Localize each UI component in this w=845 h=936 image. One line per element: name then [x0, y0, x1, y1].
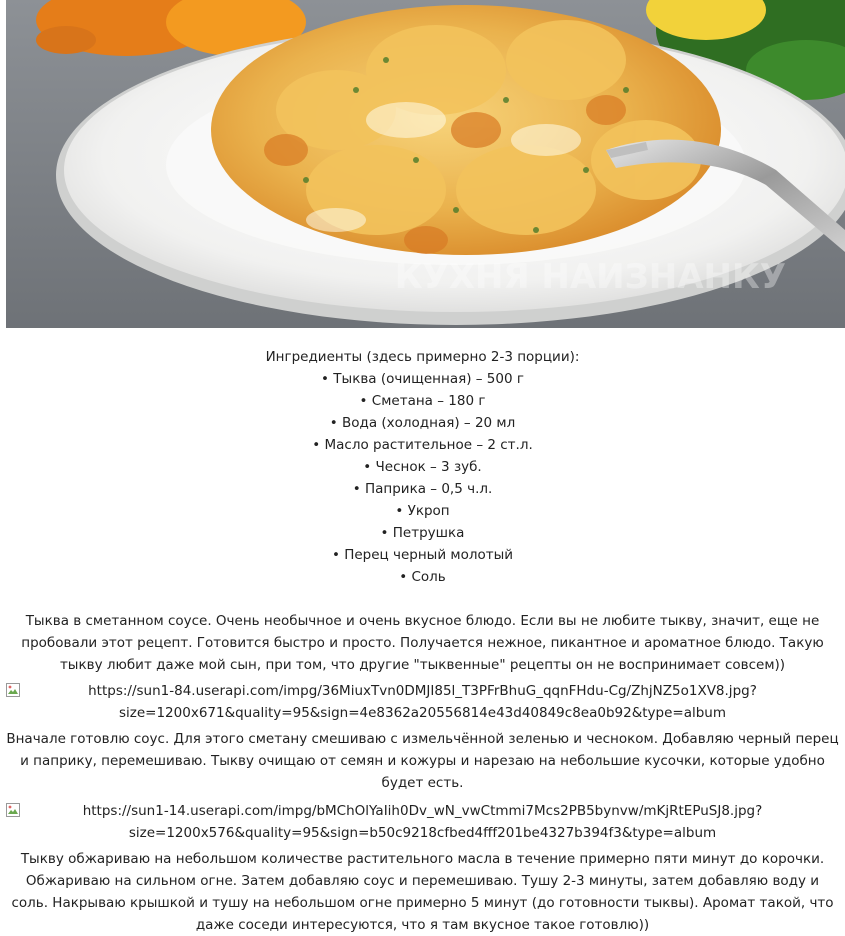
broken-image-icon [6, 803, 20, 817]
ingredient-item: • Соль [399, 569, 446, 585]
article-body [0, 346, 845, 936]
ingredients-list [0, 368, 845, 588]
ingredient-item: • Укроп [395, 503, 450, 519]
ingredient-item: • Паприка – 0,5 ч.л. [352, 481, 493, 497]
ingredient-item: • Сметана – 180 г [359, 393, 486, 409]
step2-paragraph: Тыкву обжариваю на небольшом количестве растительного масла в течение примерно пяти минут до корочки. Обжариваю на сильном огне. Затем добавляю соус и перемешиваю. Тушу 2-3 минуты, затем добавляю воду и соль. Накрываю крышкой и тушу на небольшом огне примерно 5 минут (до готовности тыквы). Аромат такой, что даже соседи интересуются, что я там вкусное такое готовлю)) [11, 851, 834, 933]
image-alt-text: https://sun1-84.userapi.com/impg/36MiuxTvn0DMJI85l_T3PFrBhuG_qqnFHdu-Cg/ZhjNZ5o1XV8.jpg?size=1200x671&quality=95&sign=4e8362a20556814e43d40849c8ea0b92&type=album [88, 683, 757, 721]
ingredient-item: • Перец черный молотый [331, 547, 514, 563]
ingredient-item: • Чеснок – 3 зуб. [363, 459, 482, 475]
watermark-text: КУХНЯ НАИЗНАНКУ [394, 257, 786, 297]
broken-image-1[interactable] [0, 680, 845, 724]
image-alt-text: https://sun1-14.userapi.com/impg/bMChOlYaIih0Dv_wN_vwCtmmi7Mcs2PB5bynvw/mKjRtEPuSJ8.jpg?size=1200x576&quality=95&sign=b50c9218cfbed4fff201be4327b394f3&type=album [82, 803, 763, 841]
hero-photo [6, 0, 845, 328]
pumpkin-dish-illustration [6, 0, 845, 328]
ingredient-item: • Вода (холодная) – 20 мл [329, 415, 516, 431]
ingredient-item: • Масло растительное – 2 ст.л. [312, 437, 533, 453]
ingredient-item: • Петрушка [380, 525, 465, 541]
broken-image-icon [6, 683, 20, 697]
intro-paragraph: Тыква в сметанном соусе. Очень необычное и очень вкусное блюдо. Если вы не любите тыкву, значит, еще не пробовали этот рецепт. Готовится быстро и просто. Получается нежное, пикантное и ароматное блюдо. Такую тыкву любит даже мой сын, при том, что другие "тыквенные" рецепты он не воспринимает совсем)) [21, 613, 824, 673]
ingredient-item: • Тыква (очищенная) – 500 г [321, 371, 524, 387]
step1-paragraph: Вначале готовлю соус. Для этого сметану смешиваю с измельчённой зеленью и чесноком. Добавляю черный перец и паприку, перемешиваю. Тыкву очищаю от семян и кожуры и нарезаю на небольшие кусочки, которые удобно будет есть. [6, 731, 839, 791]
ingredients-title: Ингредиенты (здесь примерно 2-3 порции): [265, 349, 580, 365]
broken-image-2[interactable] [0, 800, 845, 844]
